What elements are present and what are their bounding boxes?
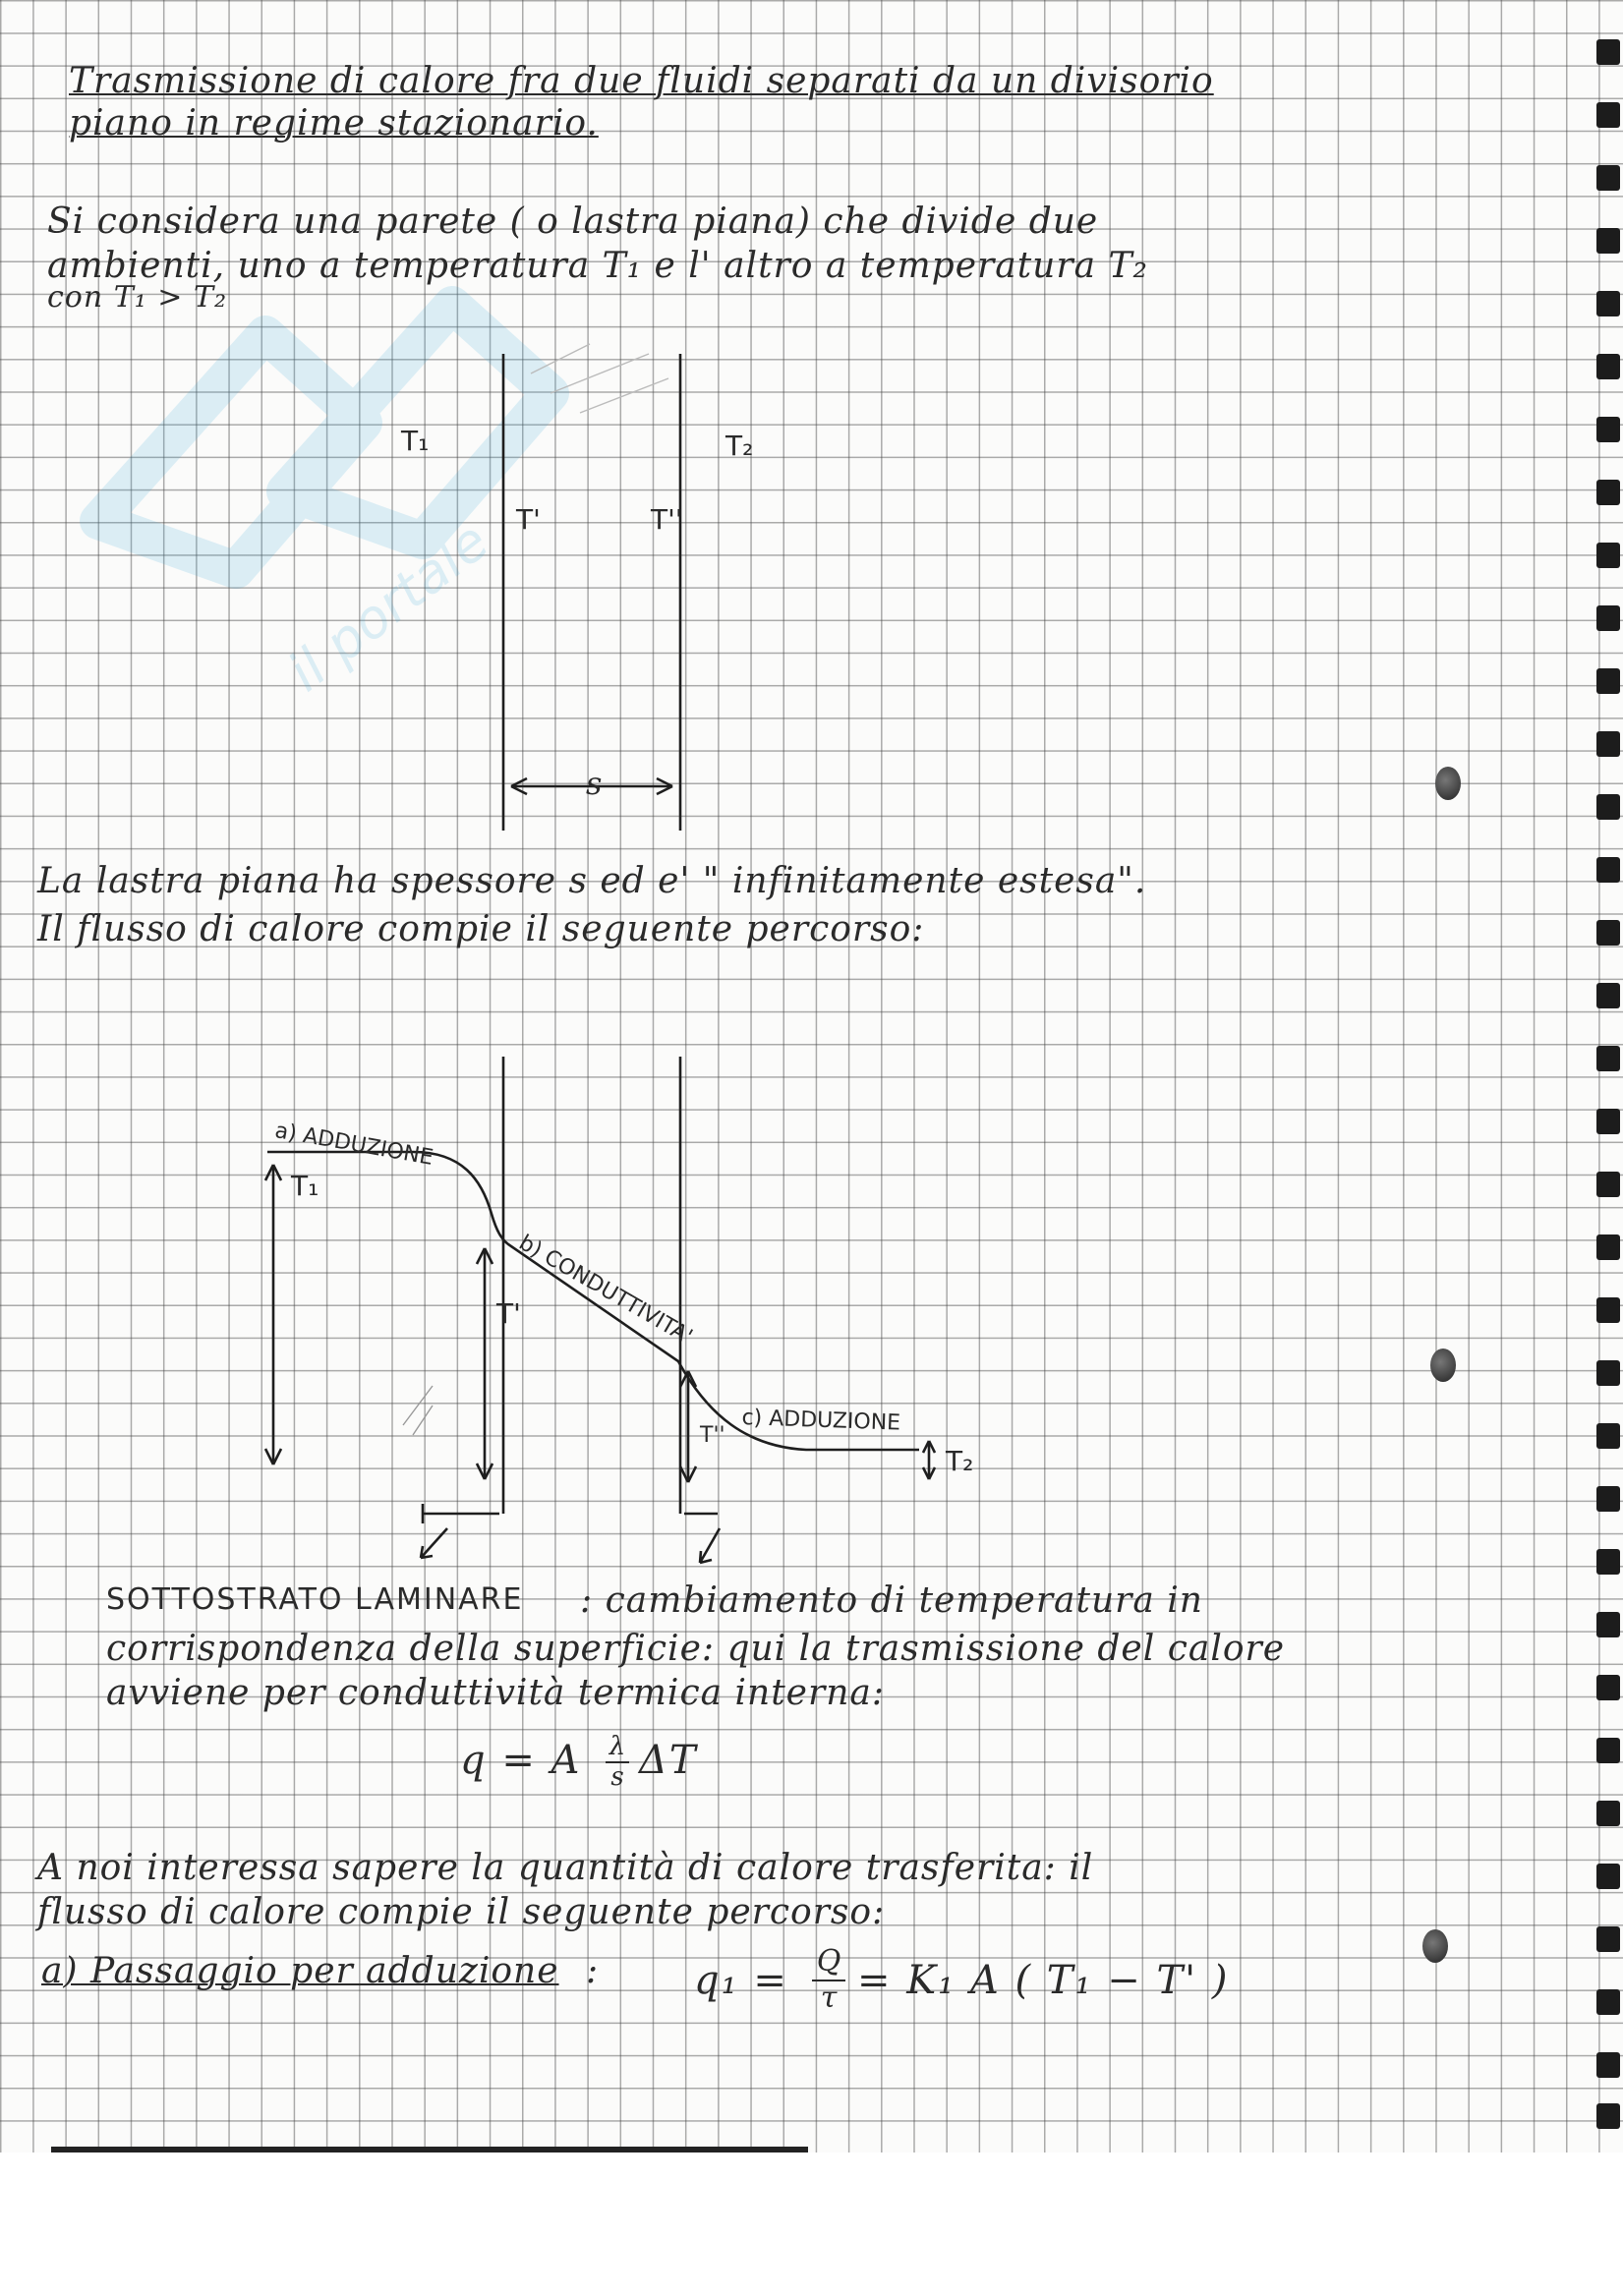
step-a-q-left: q₁ = (694, 1958, 788, 2003)
spiral-binding (1583, 29, 1622, 2143)
laminar-line-2: corrispondenza della superficie: qui la trasmissione del calore (106, 1629, 1286, 1669)
formula-right: ΔT (639, 1738, 698, 1783)
formula-fraction-den: s (610, 1762, 624, 1792)
profile-label-tprime: T' (496, 1297, 521, 1330)
intro-line-3: con T₁ > T₂ (47, 280, 228, 315)
step-a-fraction-den: τ (820, 1980, 838, 2015)
step-a-fraction-num: Q (812, 1944, 845, 1981)
step-a-right: = K₁ A ( T₁ − T' ) (857, 1958, 1230, 2003)
step-a-fraction (812, 1944, 845, 2015)
formula-fraction (606, 1732, 629, 1791)
wall-label-tsecond: T'' (651, 503, 683, 536)
ending-line-2: flusso di calore compie il seguente percorso: (37, 1892, 886, 1932)
page-bottom-blank (0, 2152, 1623, 2296)
step-a-colon: : (586, 1951, 600, 1991)
wall-label-thickness: s (586, 765, 604, 802)
formula-left: q = A (460, 1738, 582, 1783)
laminar-line-3: avviene per conduttività termica interna: (106, 1673, 885, 1713)
punch-hole-2 (1430, 1349, 1456, 1382)
binding-loops (1583, 29, 1622, 2143)
punch-hole-3 (1422, 1929, 1448, 1963)
punch-hole-1 (1435, 767, 1461, 800)
title-line-2: piano in regime stazionario. (69, 103, 599, 144)
laminar-line-1: : cambiamento di temperatura in (580, 1580, 1203, 1621)
intro-line-1: Si considera una parete ( o lastra piana) che divide due (47, 201, 1099, 242)
wall-label-tprime: T' (516, 503, 541, 536)
svg-text:il portale: il portale (276, 509, 500, 704)
profile-label-t2: T₂ (946, 1445, 974, 1477)
ending-line-1: A noi interessa sapere la quantità di calore trasferita: il (37, 1848, 1094, 1888)
profile-label-t1: T₁ (291, 1170, 319, 1202)
wall-label-t2: T₂ (725, 430, 754, 462)
step-a-label: a) Passaggio per adduzione (41, 1951, 559, 1991)
middle-line-2: Il flusso di calore compie il seguente percorso: (37, 909, 925, 949)
profile-label-tsecond: T'' (700, 1423, 725, 1448)
profile-label-adduction-c: c) ADDUZIONE (741, 1406, 901, 1436)
profile-label-adduction-a: a) ADDUZIONE (272, 1119, 435, 1171)
intro-line-2: ambienti, uno a temperatura T₁ e l' altro a temperatura T₂ (47, 246, 1148, 286)
middle-line-1: La lastra piana ha spessore s ed e' " infinitamente estesa". (37, 861, 1147, 901)
profile-label-conductivity-b: b) CONDUTTIVITA' (514, 1231, 697, 1350)
title-line-1: Trasmissione di calore fra due fluidi separati da un divisorio (69, 61, 1214, 101)
formula-fraction-num: λ (606, 1732, 629, 1763)
wall-label-t1: T₁ (401, 425, 430, 457)
laminar-heading: SOTTOSTRATO LAMINARE (106, 1582, 524, 1617)
